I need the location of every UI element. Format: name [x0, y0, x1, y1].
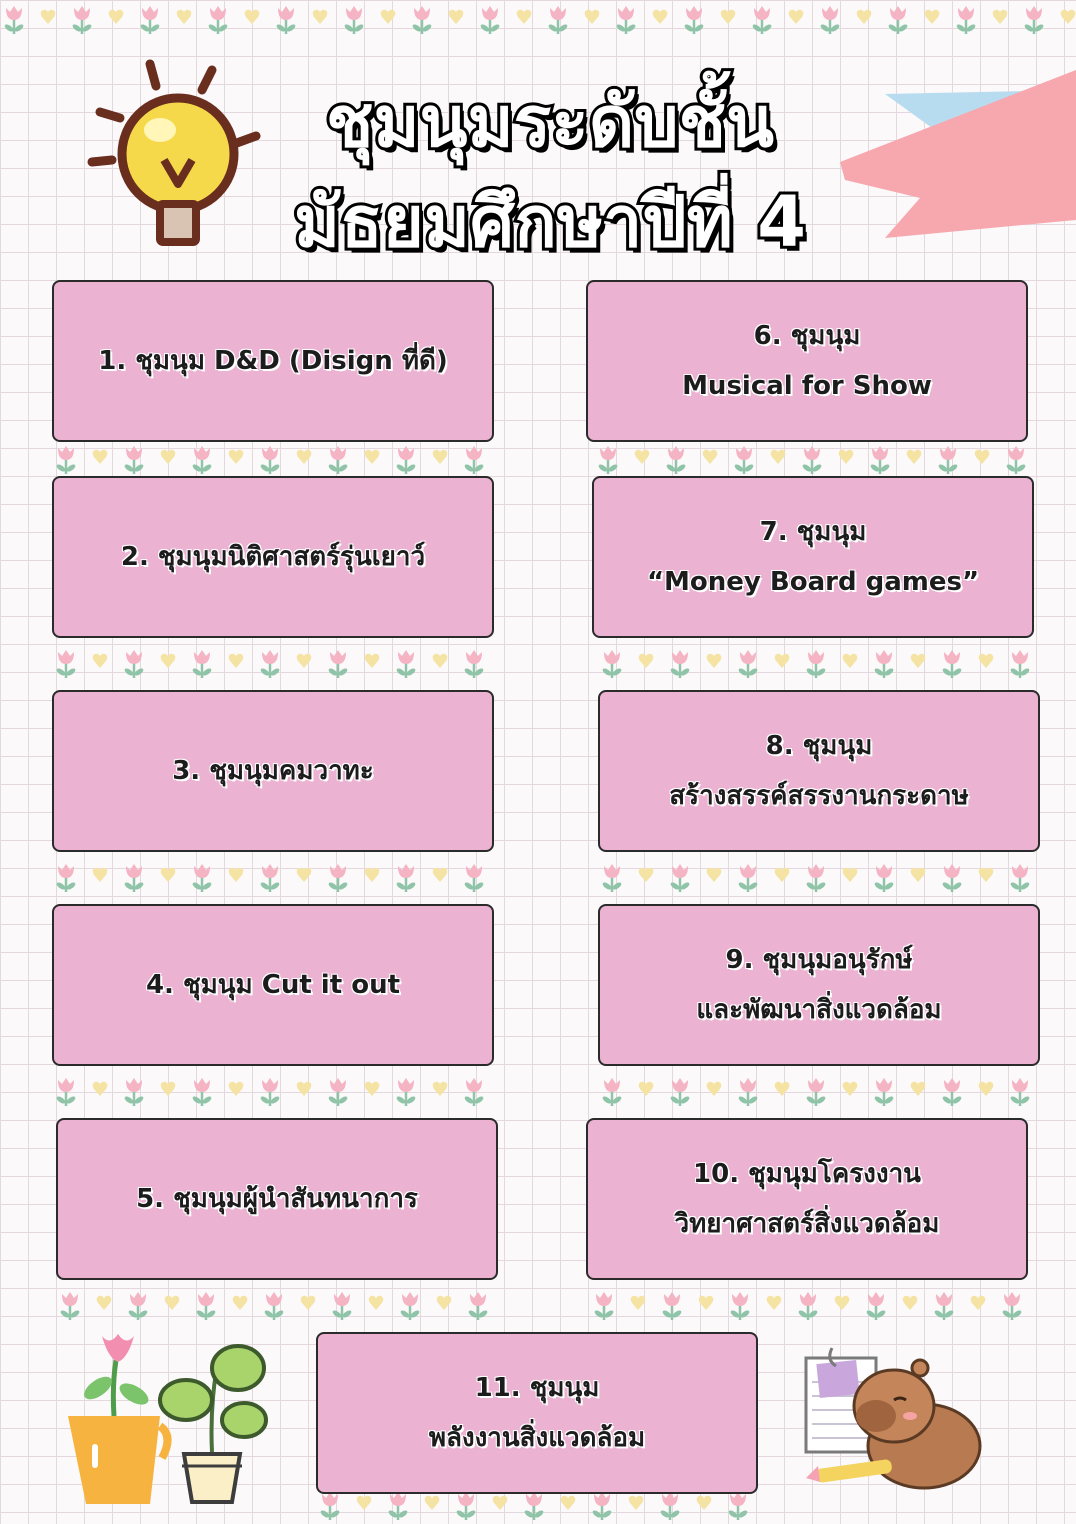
heart-icon	[857, 10, 872, 24]
tulip-icon	[123, 1078, 144, 1106]
heart-icon	[911, 1082, 926, 1096]
tulip-icon	[191, 864, 212, 892]
heart-icon	[297, 868, 312, 882]
tulip-icon	[729, 1292, 750, 1320]
heart-icon	[41, 10, 56, 24]
tulip-icon	[659, 1492, 680, 1520]
heart-icon	[97, 1296, 112, 1310]
heart-icon	[839, 450, 854, 464]
tulip-icon	[275, 6, 296, 34]
tulip-icon	[195, 1292, 216, 1320]
flower-border-right-4	[598, 1076, 1038, 1110]
tulip-icon	[259, 446, 280, 474]
heart-icon	[843, 868, 858, 882]
title-line-2: มัธยมศึกษาปีที่ 4	[294, 181, 806, 263]
heart-icon	[229, 1082, 244, 1096]
heart-icon	[449, 10, 464, 24]
tulip-icon	[1023, 6, 1044, 34]
heart-icon	[233, 1296, 248, 1310]
heart-icon	[365, 868, 380, 882]
heart-icon	[697, 1496, 712, 1510]
flower-border-right-2	[598, 648, 1038, 682]
tulip-icon	[123, 650, 144, 678]
club-card-3	[52, 690, 494, 852]
club-card-1-line-1: 1. ชุมนุม D&D (Disign ที่ดี)	[98, 346, 448, 376]
heart-icon	[835, 1296, 850, 1310]
tulip-icon	[55, 650, 76, 678]
club-card-6	[586, 280, 1028, 442]
heart-icon	[843, 1082, 858, 1096]
heart-icon	[911, 868, 926, 882]
tulip-icon	[669, 650, 690, 678]
club-card-11	[316, 1332, 758, 1494]
tulip-icon	[331, 1292, 352, 1320]
club-card-4	[52, 904, 494, 1066]
heart-icon	[771, 450, 786, 464]
tulip-icon	[941, 1078, 962, 1106]
heart-icon	[433, 450, 448, 464]
tulip-icon	[191, 446, 212, 474]
flower-border-bottom	[316, 1490, 756, 1524]
tulip-icon	[669, 864, 690, 892]
flower-border-left-3	[52, 862, 492, 896]
heart-icon	[177, 10, 192, 24]
heart-icon	[629, 1496, 644, 1510]
page-title	[270, 72, 830, 272]
tulip-icon	[737, 1078, 758, 1106]
tulip-icon	[669, 1078, 690, 1106]
club-card-5-line-1: 5. ชุมนุมผู้นำสันทนาการ	[136, 1184, 418, 1214]
tulip-icon	[593, 1292, 614, 1320]
tulip-icon	[395, 864, 416, 892]
club-card-10-line-2: วิทยาศาสตร์สิ่งแวดล้อม	[674, 1209, 940, 1239]
club-card-7-line-1: 7. ชุมนุม	[759, 517, 867, 547]
club-card-6-line-1: 6. ชุมนุม	[753, 321, 861, 351]
heart-icon	[975, 450, 990, 464]
tulip-icon	[127, 1292, 148, 1320]
club-card-2	[52, 476, 494, 638]
tulip-icon	[191, 1078, 212, 1106]
tulip-icon	[661, 1292, 682, 1320]
tulip-icon	[801, 446, 822, 474]
heart-icon	[979, 1082, 994, 1096]
tulip-icon	[727, 1492, 748, 1520]
tulip-icon	[547, 6, 568, 34]
heart-icon	[843, 654, 858, 668]
heart-icon	[707, 1082, 722, 1096]
tulip-icon	[467, 1292, 488, 1320]
heart-icon	[907, 450, 922, 464]
tulip-icon	[191, 650, 212, 678]
tulip-icon	[591, 1492, 612, 1520]
heart-icon	[1061, 10, 1076, 24]
tulip-icon	[327, 446, 348, 474]
tulip-icon	[327, 864, 348, 892]
tulip-icon	[865, 1292, 886, 1320]
tulip-icon	[327, 650, 348, 678]
club-card-8-line-2: สร้างสรรค์สรรงานกระดาษ	[669, 781, 969, 811]
heart-icon	[93, 868, 108, 882]
tulip-icon	[1009, 864, 1030, 892]
tulip-icon	[463, 864, 484, 892]
tulip-icon	[343, 6, 364, 34]
tulip-icon	[1009, 650, 1030, 678]
club-card-8-line-1: 8. ชุมนุม	[765, 731, 873, 761]
title-line-1: ชุมนุมระดับชั้น	[325, 81, 775, 163]
heart-icon	[109, 10, 124, 24]
tulip-icon	[395, 1078, 416, 1106]
heart-icon	[433, 654, 448, 668]
tulip-icon	[797, 1292, 818, 1320]
tulip-icon	[395, 650, 416, 678]
tulip-icon	[395, 446, 416, 474]
heart-icon	[365, 1082, 380, 1096]
tulip-icon	[873, 650, 894, 678]
tulip-icon	[933, 1292, 954, 1320]
tulip-icon	[683, 6, 704, 34]
tulip-icon	[463, 650, 484, 678]
heart-icon	[365, 450, 380, 464]
plant-icon	[152, 1332, 274, 1508]
tulip-icon	[955, 6, 976, 34]
tulip-icon	[805, 864, 826, 892]
tulip-icon	[123, 864, 144, 892]
tulip-icon	[55, 1078, 76, 1106]
heart-icon	[707, 654, 722, 668]
tulip-icon	[887, 6, 908, 34]
tulip-icon	[327, 1078, 348, 1106]
club-card-3-line-1: 3. ชุมนุมคมวาทะ	[172, 756, 374, 786]
club-card-6-line-2: Musical for Show	[682, 371, 932, 401]
tulip-icon	[601, 1078, 622, 1106]
heart-icon	[517, 10, 532, 24]
tulip-icon	[387, 1492, 408, 1520]
tulip-icon	[455, 1492, 476, 1520]
heart-icon	[93, 654, 108, 668]
heart-icon	[979, 868, 994, 882]
heart-icon	[313, 10, 328, 24]
heart-icon	[297, 654, 312, 668]
heart-icon	[561, 1496, 576, 1510]
heart-icon	[425, 1496, 440, 1510]
club-card-2-line-1: 2. ชุมนุมนิติศาสตร์รุ่นเยาว์	[120, 542, 426, 572]
heart-icon	[93, 450, 108, 464]
heart-icon	[639, 868, 654, 882]
heart-icon	[775, 1082, 790, 1096]
heart-icon	[979, 654, 994, 668]
heart-icon	[161, 868, 176, 882]
heart-icon	[631, 1296, 646, 1310]
tulip-icon	[55, 446, 76, 474]
tulip-icon	[55, 864, 76, 892]
tulip-icon	[207, 6, 228, 34]
heart-icon	[229, 654, 244, 668]
tulip-icon	[463, 446, 484, 474]
tulip-icon	[937, 446, 958, 474]
heart-icon	[433, 1082, 448, 1096]
club-card-11-line-1: 11. ชุมนุม	[474, 1373, 600, 1403]
heart-icon	[437, 1296, 452, 1310]
club-card-8	[598, 690, 1040, 852]
club-card-9-line-1: 9. ชุมนุมอนุรักษ์	[725, 945, 913, 975]
tulip-icon	[259, 1078, 280, 1106]
tulip-icon	[1009, 1078, 1030, 1106]
heart-icon	[775, 868, 790, 882]
tulip-icon	[733, 446, 754, 474]
tulip-icon	[411, 6, 432, 34]
club-card-1	[52, 280, 494, 442]
tulip-icon	[615, 6, 636, 34]
flower-border-right-1	[594, 444, 1034, 478]
tulip-icon	[805, 650, 826, 678]
heart-icon	[381, 10, 396, 24]
heart-icon	[297, 1082, 312, 1096]
heart-icon	[229, 450, 244, 464]
tulip-icon	[1005, 446, 1026, 474]
heart-icon	[653, 10, 668, 24]
heart-icon	[161, 654, 176, 668]
tulip-icon	[805, 1078, 826, 1106]
club-card-10	[586, 1118, 1028, 1280]
tulip-icon	[737, 864, 758, 892]
capybara-icon	[802, 1342, 992, 1492]
tulip-icon	[139, 6, 160, 34]
flower-border-right-5	[590, 1290, 1030, 1324]
lightbulb-icon	[80, 56, 280, 256]
heart-icon	[911, 654, 926, 668]
tulip-icon	[869, 446, 890, 474]
heart-icon	[585, 10, 600, 24]
heart-icon	[993, 10, 1008, 24]
tulip-icon	[1001, 1292, 1022, 1320]
tulip-icon	[523, 1492, 544, 1520]
heart-icon	[635, 450, 650, 464]
heart-icon	[703, 450, 718, 464]
club-card-5	[56, 1118, 498, 1280]
tulip-icon	[941, 864, 962, 892]
heart-icon	[707, 868, 722, 882]
heart-icon	[639, 654, 654, 668]
heart-icon	[789, 10, 804, 24]
heart-icon	[721, 10, 736, 24]
heart-icon	[357, 1496, 372, 1510]
tulip-icon	[259, 864, 280, 892]
flower-border-left-5	[56, 1290, 496, 1324]
ribbon-decoration	[840, 70, 1076, 250]
tulip-icon	[601, 650, 622, 678]
tulip-icon	[263, 1292, 284, 1320]
heart-icon	[93, 1082, 108, 1096]
heart-icon	[493, 1496, 508, 1510]
heart-icon	[767, 1296, 782, 1310]
heart-icon	[639, 1082, 654, 1096]
tulip-icon	[3, 6, 24, 34]
tulip-icon	[399, 1292, 420, 1320]
tulip-icon	[819, 6, 840, 34]
heart-icon	[365, 654, 380, 668]
flower-border-right-3	[598, 862, 1038, 896]
tulip-icon	[873, 1078, 894, 1106]
flower-border-left-1	[52, 444, 492, 478]
tulip-icon	[751, 6, 772, 34]
heart-icon	[369, 1296, 384, 1310]
tulip-icon	[123, 446, 144, 474]
club-card-10-line-1: 10. ชุมนุมโครงงาน	[693, 1159, 921, 1189]
heart-icon	[699, 1296, 714, 1310]
heart-icon	[925, 10, 940, 24]
tulip-icon	[479, 6, 500, 34]
heart-icon	[297, 450, 312, 464]
club-card-9	[598, 904, 1040, 1066]
flower-border-top	[0, 4, 1076, 38]
tulip-icon	[259, 650, 280, 678]
club-card-4-line-1: 4. ชุมนุม Cut it out	[145, 970, 401, 1000]
club-card-7-line-2: “Money Board games”	[646, 567, 980, 597]
club-card-11-line-2: พลังงานสิ่งแวดล้อม	[428, 1423, 646, 1453]
heart-icon	[775, 654, 790, 668]
heart-icon	[229, 868, 244, 882]
club-card-9-line-2: และพัฒนาสิ่งแวดล้อม	[696, 995, 942, 1025]
tulip-icon	[601, 864, 622, 892]
tulip-icon	[737, 650, 758, 678]
tulip-icon	[59, 1292, 80, 1320]
tulip-icon	[71, 6, 92, 34]
heart-icon	[301, 1296, 316, 1310]
club-card-7	[592, 476, 1034, 638]
tulip-icon	[597, 446, 618, 474]
heart-icon	[971, 1296, 986, 1310]
tulip-icon	[873, 864, 894, 892]
heart-icon	[903, 1296, 918, 1310]
flower-border-left-4	[52, 1076, 492, 1110]
tulip-icon	[463, 1078, 484, 1106]
tulip-icon	[319, 1492, 340, 1520]
tulip-icon	[941, 650, 962, 678]
tulip-icon	[665, 446, 686, 474]
flower-border-left-2	[52, 648, 492, 682]
heart-icon	[165, 1296, 180, 1310]
heart-icon	[433, 868, 448, 882]
heart-icon	[245, 10, 260, 24]
heart-icon	[161, 1082, 176, 1096]
heart-icon	[161, 450, 176, 464]
